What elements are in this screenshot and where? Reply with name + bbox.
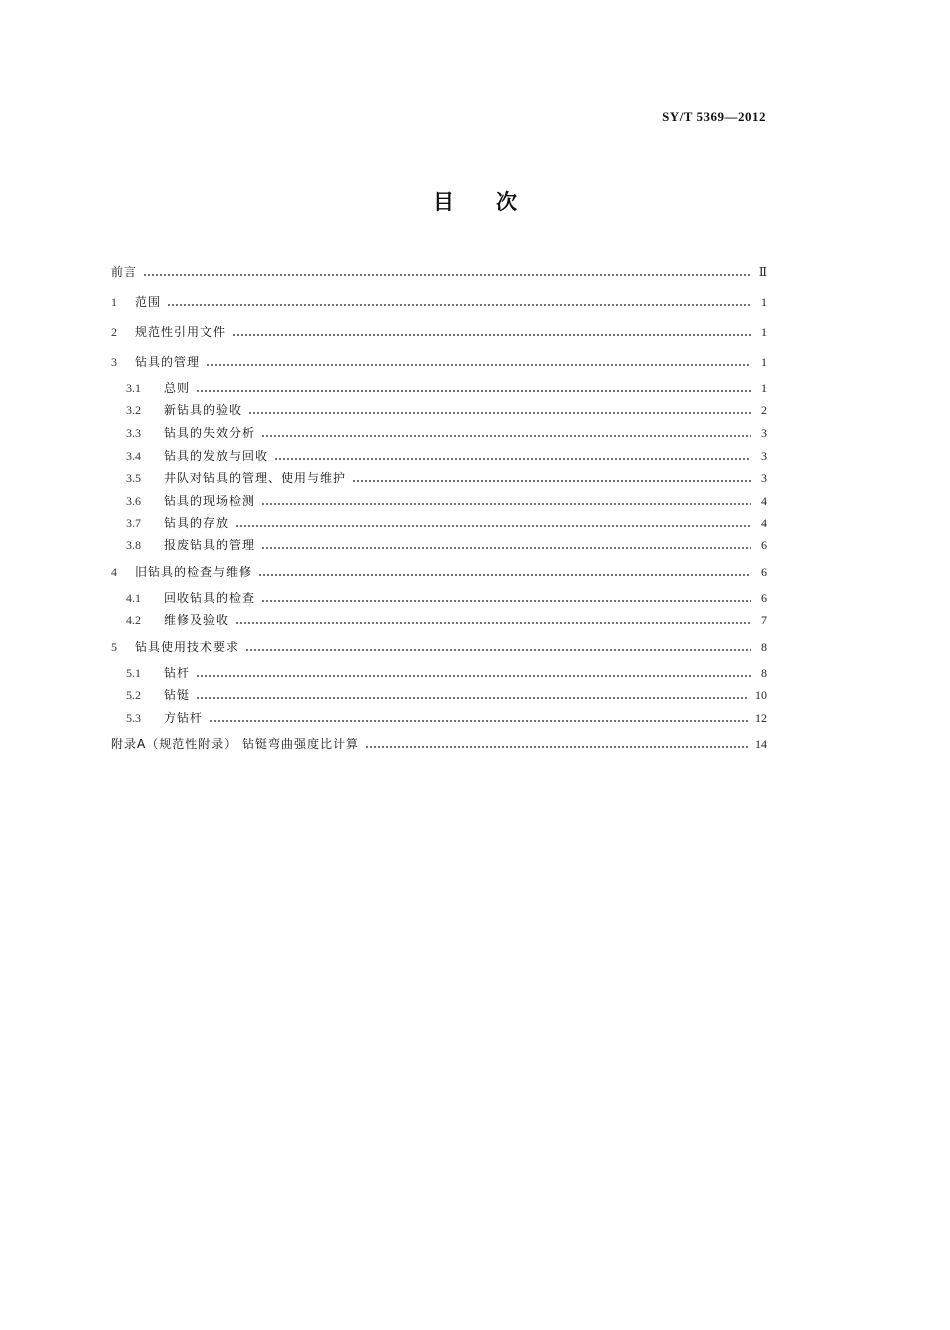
toc-entry-number: 3.7 bbox=[126, 516, 141, 530]
toc-entry[interactable] bbox=[111, 322, 767, 342]
page-title: 目次 bbox=[433, 190, 559, 214]
toc-entry-number: 3.2 bbox=[126, 403, 141, 417]
toc-entry[interactable] bbox=[126, 446, 767, 466]
toc-entry-title: 钻杆 bbox=[164, 666, 191, 680]
toc-entry-page: 3 bbox=[761, 449, 767, 463]
toc-entry-number: 3.3 bbox=[126, 426, 141, 440]
toc-dot-leader bbox=[232, 322, 751, 342]
toc-entry[interactable] bbox=[111, 734, 767, 754]
toc-entry[interactable] bbox=[126, 468, 767, 488]
toc-entry-page: 10 bbox=[755, 688, 767, 702]
toc-entry-number: 3.1 bbox=[126, 381, 141, 395]
toc-entry[interactable] bbox=[126, 535, 767, 555]
toc-entry-title: 报废钻具的管理 bbox=[164, 538, 256, 552]
toc-entry-page: 6 bbox=[761, 538, 767, 552]
toc-entry[interactable] bbox=[126, 491, 767, 511]
toc-dot-leader bbox=[235, 513, 751, 533]
toc-entry-title: 钻具的发放与回收 bbox=[164, 449, 269, 463]
toc-dot-leader bbox=[167, 292, 751, 312]
toc-dot-leader bbox=[261, 588, 751, 608]
toc-entry-page: 12 bbox=[755, 711, 767, 725]
toc-entry[interactable] bbox=[126, 400, 767, 420]
toc-entry[interactable] bbox=[111, 352, 767, 372]
toc-entry-number: 3.5 bbox=[126, 471, 141, 485]
toc-entry[interactable] bbox=[126, 663, 767, 683]
toc-entry-page: 3 bbox=[761, 426, 767, 440]
toc-entry[interactable] bbox=[111, 292, 767, 312]
toc-dot-leader bbox=[209, 708, 749, 728]
toc-entry-title: 钻铤 bbox=[164, 688, 191, 702]
toc-entry-page: 1 bbox=[761, 325, 767, 339]
toc-entry-title: 附录A（规范性附录） 钻铤弯曲强度比计算 bbox=[111, 737, 360, 751]
toc-entry-page: 1 bbox=[761, 355, 767, 369]
toc-dot-leader bbox=[261, 535, 751, 555]
toc-entry[interactable] bbox=[111, 562, 767, 582]
toc-entry[interactable] bbox=[126, 588, 767, 608]
toc-entry-page: 4 bbox=[761, 516, 767, 530]
toc-entry-number: 3.6 bbox=[126, 494, 141, 508]
toc-entry-title: 旧钻具的检查与维修 bbox=[135, 565, 253, 579]
toc-dot-leader bbox=[196, 663, 751, 683]
toc-entry-number: 4.2 bbox=[126, 613, 141, 627]
toc-dot-leader bbox=[235, 610, 751, 630]
toc-entry-number: 5.1 bbox=[126, 666, 141, 680]
toc-entry-page: 2 bbox=[761, 403, 767, 417]
toc-dot-leader bbox=[245, 637, 751, 657]
toc-dot-leader bbox=[352, 468, 751, 488]
toc-entry-number: 5.3 bbox=[126, 711, 141, 725]
toc-entry-page: 8 bbox=[761, 640, 767, 654]
toc-entry-title: 钻具使用技术要求 bbox=[135, 640, 240, 654]
toc-entry-title: 钻具的管理 bbox=[135, 355, 201, 369]
toc-entry-page: 6 bbox=[761, 565, 767, 579]
toc-entry-title: 前言 bbox=[111, 265, 138, 279]
toc-entry-title: 钻具的现场检测 bbox=[164, 494, 256, 508]
toc-entry-number: 2 bbox=[111, 325, 117, 339]
toc-dot-leader bbox=[248, 400, 751, 420]
toc-entry[interactable] bbox=[126, 378, 767, 398]
toc-dot-leader bbox=[261, 423, 751, 443]
toc-entry[interactable] bbox=[126, 423, 767, 443]
toc-entry-title: 钻具的失效分析 bbox=[164, 426, 256, 440]
toc-entry[interactable] bbox=[126, 708, 767, 728]
toc-entry[interactable] bbox=[126, 513, 767, 533]
toc-dot-leader bbox=[196, 378, 751, 398]
toc-entry-number: 3.8 bbox=[126, 538, 141, 552]
toc-entry-number: 5.2 bbox=[126, 688, 141, 702]
toc-entry-title: 维修及验收 bbox=[164, 613, 230, 627]
toc-dot-leader bbox=[261, 491, 751, 511]
toc-entry[interactable] bbox=[111, 637, 767, 657]
toc-entry[interactable] bbox=[111, 262, 767, 282]
toc-entry-page: 7 bbox=[761, 613, 767, 627]
toc-entry-number: 3.4 bbox=[126, 449, 141, 463]
toc-dot-leader bbox=[143, 262, 751, 282]
toc-entry-number: 3 bbox=[111, 355, 117, 369]
toc-entry-title: 范围 bbox=[135, 295, 162, 309]
toc-entry[interactable] bbox=[126, 685, 767, 705]
toc-entry-title: 井队对钻具的管理、使用与维护 bbox=[164, 471, 347, 485]
toc-entry-title: 新钻具的验收 bbox=[164, 403, 243, 417]
toc-entry-page: 3 bbox=[761, 471, 767, 485]
toc-entry-number: 5 bbox=[111, 640, 117, 654]
toc-entry[interactable] bbox=[126, 610, 767, 630]
toc-entry-page: 1 bbox=[761, 381, 767, 395]
toc-entry-number: 1 bbox=[111, 295, 117, 309]
toc-entry-page: 1 bbox=[761, 295, 767, 309]
toc-entry-title: 钻具的存放 bbox=[164, 516, 230, 530]
toc-dot-leader bbox=[196, 685, 749, 705]
standard-number: SY/T 5369—2012 bbox=[662, 109, 766, 124]
toc-entry-number: 4.1 bbox=[126, 591, 141, 605]
toc-entry-number: 4 bbox=[111, 565, 117, 579]
toc-dot-leader bbox=[274, 446, 751, 466]
toc-entry-page: 4 bbox=[761, 494, 767, 508]
toc-dot-leader bbox=[258, 562, 751, 582]
toc-entry-title: 规范性引用文件 bbox=[135, 325, 227, 339]
toc-entry-page: 8 bbox=[761, 666, 767, 680]
toc-entry-title: 方钻杆 bbox=[164, 711, 204, 725]
toc-entry-page: Ⅱ bbox=[758, 265, 767, 279]
toc-entry-page: 6 bbox=[761, 591, 767, 605]
toc-entry-title: 总则 bbox=[164, 381, 191, 395]
toc-dot-leader bbox=[206, 352, 751, 372]
toc-dot-leader bbox=[365, 734, 749, 754]
toc-entry-title: 回收钻具的检查 bbox=[164, 591, 256, 605]
toc-entry-page: 14 bbox=[755, 737, 767, 751]
